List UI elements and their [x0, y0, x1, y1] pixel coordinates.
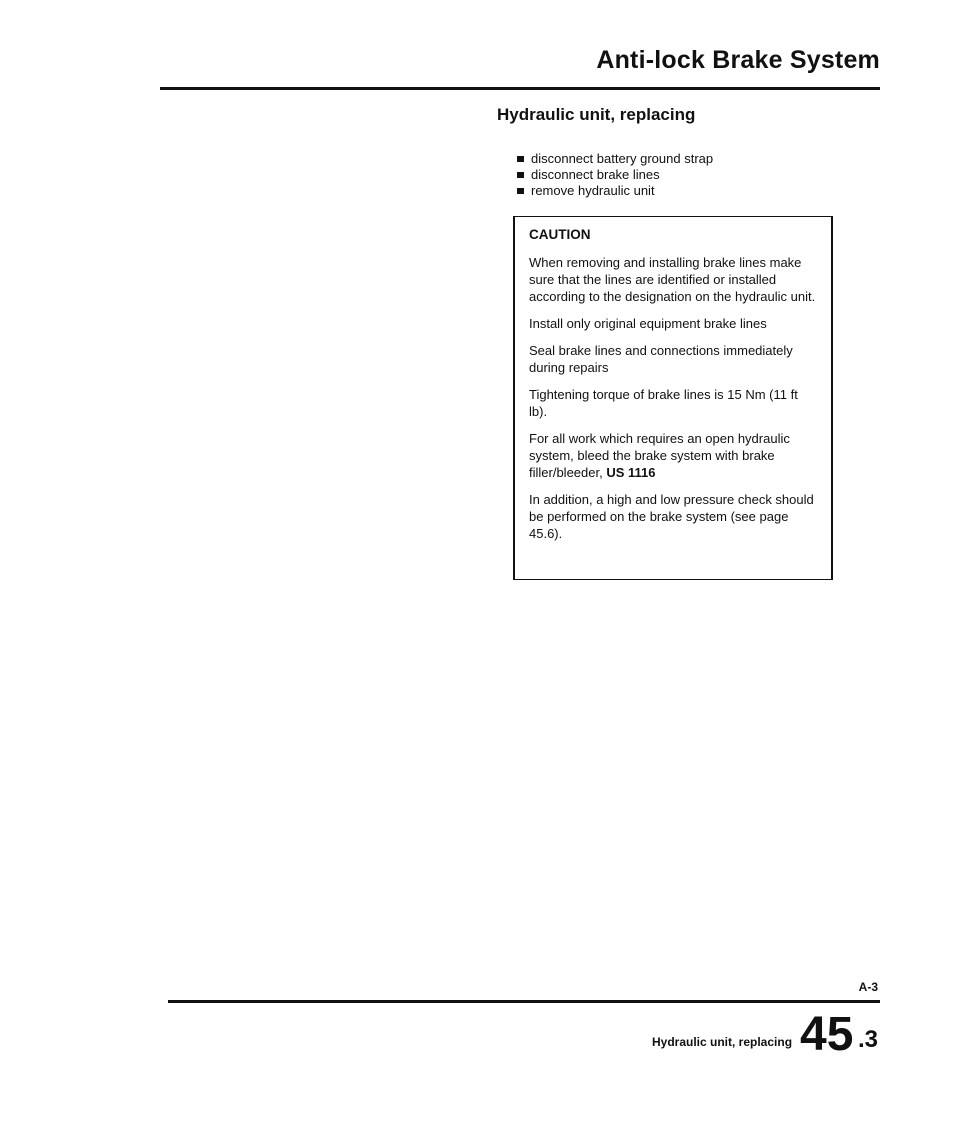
page-header-title: Anti-lock Brake System: [596, 46, 880, 74]
caution-paragraph: Install only original equipment brake lines: [529, 316, 767, 331]
bullet-square-icon: [517, 188, 524, 194]
footer-rule: [168, 1000, 880, 1003]
caution-paragraph-tool: [529, 430, 817, 481]
step-item: [517, 167, 713, 183]
caution-paragraph: Tightening torque of brake lines is 15 Nm (11 ft lb).: [529, 387, 798, 419]
section-title: Hydraulic unit, replacing: [497, 105, 696, 124]
caution-paragraph: In addition, a high and low pressure check should be performed on the brake system (see page 45.6).: [529, 492, 814, 541]
footer-section-label: Hydraulic unit, replacing: [652, 1035, 793, 1049]
header-rule: [160, 87, 880, 90]
step-text: remove hydraulic unit: [531, 183, 655, 198]
footer-page-subnumber: .3: [858, 1026, 879, 1053]
caution-paragraph: Seal brake lines and connections immediately during repairs: [529, 343, 793, 375]
step-text: disconnect battery ground strap: [531, 151, 714, 166]
step-item: [517, 183, 713, 199]
caution-paragraph-text: For all work which requires an open hydraulic system, bleed the brake system with brake filler/bleeder,: [529, 431, 790, 480]
footer-page-number: 45: [800, 1008, 854, 1061]
step-text: disconnect brake lines: [531, 167, 660, 182]
page-reference: A-3: [858, 980, 878, 994]
step-item: [517, 151, 713, 167]
bullet-square-icon: [517, 156, 524, 162]
caution-title: CAUTION: [529, 227, 591, 242]
caution-box: [513, 216, 833, 580]
step-list: [517, 151, 713, 199]
tool-reference: US 1116: [606, 465, 656, 480]
bullet-square-icon: [517, 172, 524, 178]
caution-paragraph: When removing and installing brake lines make sure that the lines are identified or installed according to the designation on the hydraulic unit.: [529, 255, 816, 304]
